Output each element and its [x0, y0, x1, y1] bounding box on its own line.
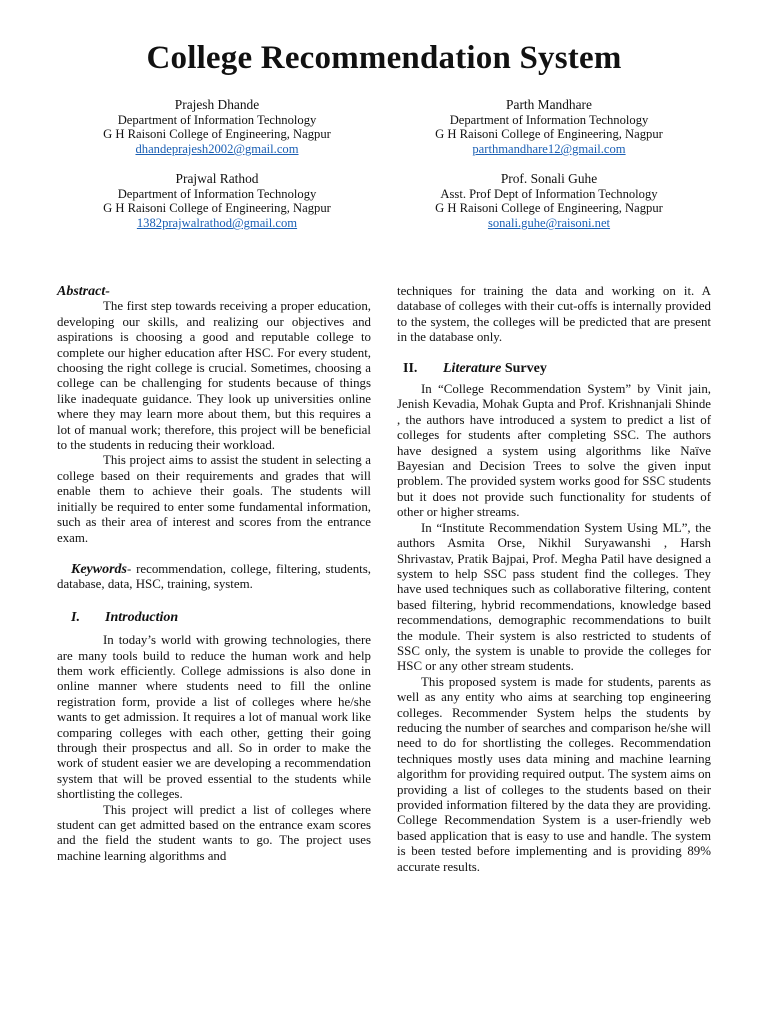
author-dept: Asst. Prof Dept of Information Technology [440, 186, 658, 201]
author-name: Parth Mandhare [506, 97, 592, 112]
author-email-link[interactable]: parthmandhare12@gmail.com [472, 142, 626, 157]
author-email-link[interactable]: sonali.guhe@raisoni.net [487, 216, 611, 231]
section-title: Introduction [105, 609, 179, 625]
abstract-paragraph: The first step towards receiving a proper education, developing our skills, and realizing our objectives and aspirations is choosing a good and reputable college to complete our higher education after HSC. For every student, choosing the right college is crucial. Sometimes, choosing a college can be challenging for students because of things like inadequate guidance. They look up universities online where they may learn more about them, but this requires a lot of manual work; therefore, this project will be beneficial to the students in reducing their workload. [57, 299, 371, 453]
author-dept: Department of Information Technology [449, 112, 649, 127]
author-college: G H Raisoni College of Engineering, Nagpur [435, 201, 663, 216]
literature-paragraph: In “College Recommendation System” by Vinit jain, Jenish Kevadia, Mohak Gupta and Prof. Krishnanjali Shinde , the authors have introduced a system to predict a list of colleges for students after completing SSC. The authors have designed a system using algorithms like Naïve Bayesian and Decision Trees to solve the given input problem. The provided system works good for SSC students but it does not provide such functionality for students of other or higher streams. [397, 382, 711, 520]
author-email-link[interactable]: dhandeprajesh2002@gmail.com [135, 142, 299, 157]
intro-paragraph: This project will predict a list of colleges where student can get admitted based on the entrance exam scores and the field the student wants to go. The project uses machine learning algorithms and [57, 802, 371, 863]
right-column [397, 284, 711, 875]
section-number: II. [403, 360, 418, 376]
author-name: Prajwal Rathod [175, 171, 259, 186]
author-block-2 [384, 97, 714, 157]
left-column [57, 284, 371, 864]
abstract-heading: Abstract- [57, 284, 110, 299]
intro-paragraph: In today’s world with growing technologies, there are many tools build to reduce the human work and help them work efficiently. College admissions is also done in online manner where students need to fill the online registration form, provide a list of colleges where he/she wants to get admission. It requires a lot of manual work like comparing colleges with each other, getting their going through their prospectus and all. So in order to make the work of student easier we are developing a recommendation system that will be proved essential to the students while shortlisting the colleges. [57, 633, 371, 802]
section-heading-introduction [57, 610, 371, 625]
intro-paragraph-continued: techniques for training the data and working on it. A database of colleges with their cut-offs is internally provided to the system, the colleges will be predicted that are present in the database only. [397, 284, 711, 345]
author-dept: Department of Information Technology [117, 186, 317, 201]
author-college: G H Raisoni College of Engineering, Nagpur [435, 127, 663, 142]
author-block-3 [52, 171, 382, 231]
author-college: G H Raisoni College of Engineering, Nagpur [103, 201, 331, 216]
author-college: G H Raisoni College of Engineering, Nagpur [103, 127, 331, 142]
keywords-text: - recommendation, college, filtering, students, database, data, HSC, training, system. [57, 561, 371, 592]
author-email-link[interactable]: 1382prajwalrathod@gmail.com [136, 216, 298, 231]
author-block-1 [52, 97, 382, 157]
keywords-heading: Keywords [71, 561, 127, 577]
author-block-4 [384, 171, 714, 231]
literature-paragraph: In “Institute Recommendation System Using ML”, the authors Asmita Orse, Nikhil Suryawanshi , Harsh Shrivastav, Pratik Bajpai, Prof. Megha Patil have designed a system to help SSC pass student find the colleges. They have used techniques such as collaborative filtering, content based filtering, hybrid recommendations, knowledge based recommendations, demographic recommendations to built the module. Their system is also restricted to students of SSC only, the system is unable to provide the colleges for HSC or any other stream students. [397, 520, 711, 674]
author-name: Prajesh Dhande [174, 97, 260, 112]
section-number: I. [71, 609, 80, 625]
literature-paragraph: This proposed system is made for students, parents as well as any entity who aims at searching top engineering colleges. Recommender System helps the students by reducing the number of searches and comparison he/she will need to do for shortlisting the colleges. Recommendation techniques mostly uses data mining and machine learning algorithm for providing required output. The system aims on providing a list of colleges to the students based on their provided information filtered by the data they are providing. College Recommendation System is a user-friendly web based application that is easy to use and handle. The system is been tested before implementing and is providing 89% accurate results. [397, 674, 711, 874]
author-name: Prof. Sonali Guhe [500, 171, 598, 186]
abstract-paragraph: This project aims to assist the student in selecting a college based on their requirements and grades that will enable them to achieve their goals. The students will initially be required to enter some fundamental information, such as their area of interest and scores from the entrance exam. [57, 453, 371, 545]
keywords [57, 562, 371, 593]
paper-title: College Recommendation System [146, 40, 622, 76]
section-title-italic: Literature [443, 360, 502, 376]
author-dept: Department of Information Technology [117, 112, 317, 127]
section-title-rest: Survey [501, 360, 547, 376]
section-heading-literature [397, 361, 711, 376]
